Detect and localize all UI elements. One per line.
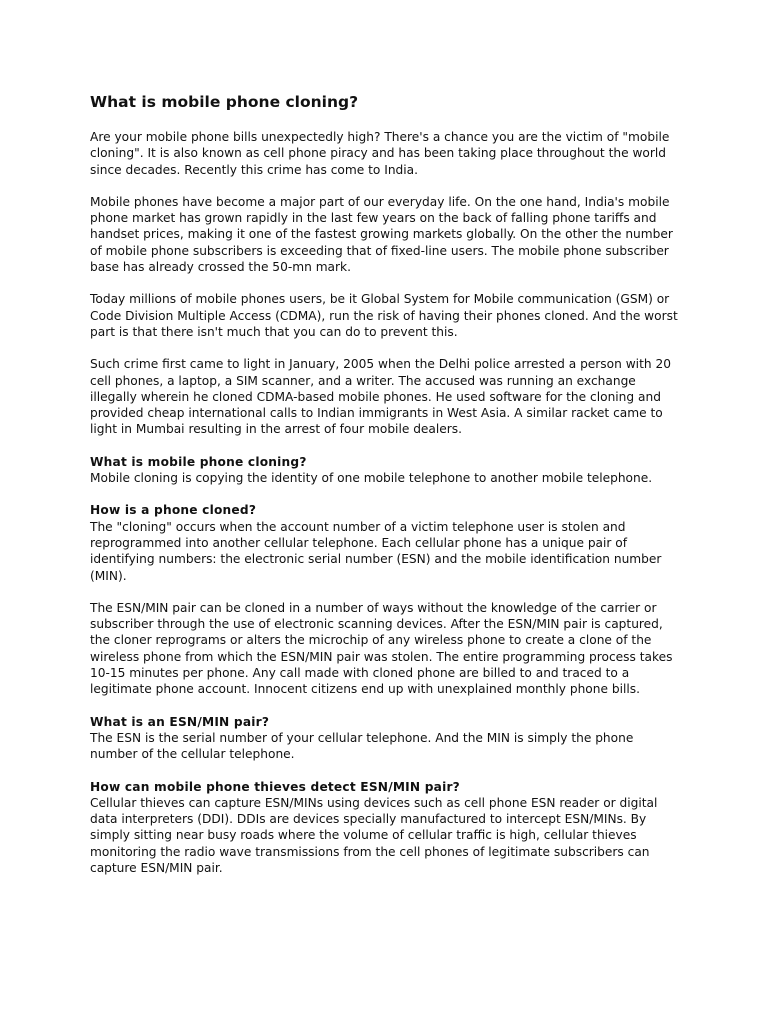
intro-paragraph-1: Are your mobile phone bills unexpectedly high? There's a chance you are the victim of "mobile cloning". It is also known as cell phone piracy and has been taking place throughout the world since decades. Recently this crime has come to India. (90, 130, 670, 177)
section-how-is-phone-cloned (90, 502, 678, 697)
section-paragraph: The ESN/MIN pair can be cloned in a number of ways without the knowledge of the carrier or subscriber through the use of electronic scanning devices. After the ESN/MIN pair is captured, the cloner reprograms or alters the microchip of any wireless phone to create a clone of the wireless phone from which the ESN/MIN pair was stolen. The entire programming process takes 10-15 minutes per phone. Any call made with cloned phone are billed to and traced to a legitimate phone account. Innocent citizens end up with unexplained monthly phone bills. (90, 600, 673, 697)
section-esn-min-pair (90, 714, 678, 763)
section-heading: What is an ESN/MIN pair? (90, 714, 270, 729)
document-page (90, 92, 678, 892)
section-paragraph: Cellular thieves can capture ESN/MINs using devices such as cell phone ESN reader or digital data interpreters (DDI). DDIs are devices specially manufactured to intercept ESN/MINs. By simply sitting near busy roads where the volume of cellular traffic is high, cellular thieves monitoring the radio wave transmissions from the cell phones of legitimate subscribers can capture ESN/MIN pair. (90, 795, 658, 875)
section-paragraph: Mobile cloning is copying the identity of one mobile telephone to another mobile telephone. (90, 471, 653, 486)
section-paragraph: The ESN is the serial number of your cellular telephone. And the MIN is simply the phone number of the cellular telephone. (90, 730, 634, 762)
intro-paragraph-2: Mobile phones have become a major part of our everyday life. On the one hand, India's mobile phone market has grown rapidly in the last few years on the back of falling phone tariffs and handset prices, making it one of the fastest growing markets globally. On the other the number of mobile phone subscribers is exceeding that of fixed-line users. The mobile phone subscriber base has already crossed the 50-mn mark. (90, 194, 673, 275)
section-detect-esn-min (90, 779, 678, 877)
section-heading: What is mobile phone cloning? (90, 454, 307, 469)
document-title: What is mobile phone cloning? (90, 93, 359, 111)
intro-paragraph-3: Today millions of mobile phones users, be it Global System for Mobile communication (GSM) or Code Division Multiple Access (CDMA), run the risk of having their phones cloned. And the worst part is that there isn't much that you can do to prevent this. (90, 292, 678, 339)
intro-paragraph-4: Such crime first came to light in January, 2005 when the Delhi police arrested a person with 20 cell phones, a laptop, a SIM scanner, and a writer. The accused was running an exchange illegally wherein he cloned CDMA-based mobile phones. He used software for the cloning and provided cheap international calls to Indian immigrants in West Asia. A similar racket came to light in Mumbai resulting in the arrest of four mobile dealers. (90, 357, 671, 437)
section-what-is-cloning (90, 454, 678, 487)
section-heading: How can mobile phone thieves detect ESN/MIN pair? (90, 779, 460, 794)
section-heading: How is a phone cloned? (90, 503, 257, 518)
section-paragraph: The "cloning" occurs when the account number of a victim telephone user is stolen and reprogrammed into another cellular telephone. Each cellular phone has a unique pair of identifying numbers: the electronic serial number (ESN) and the mobile identification number (MIN). (90, 519, 662, 583)
